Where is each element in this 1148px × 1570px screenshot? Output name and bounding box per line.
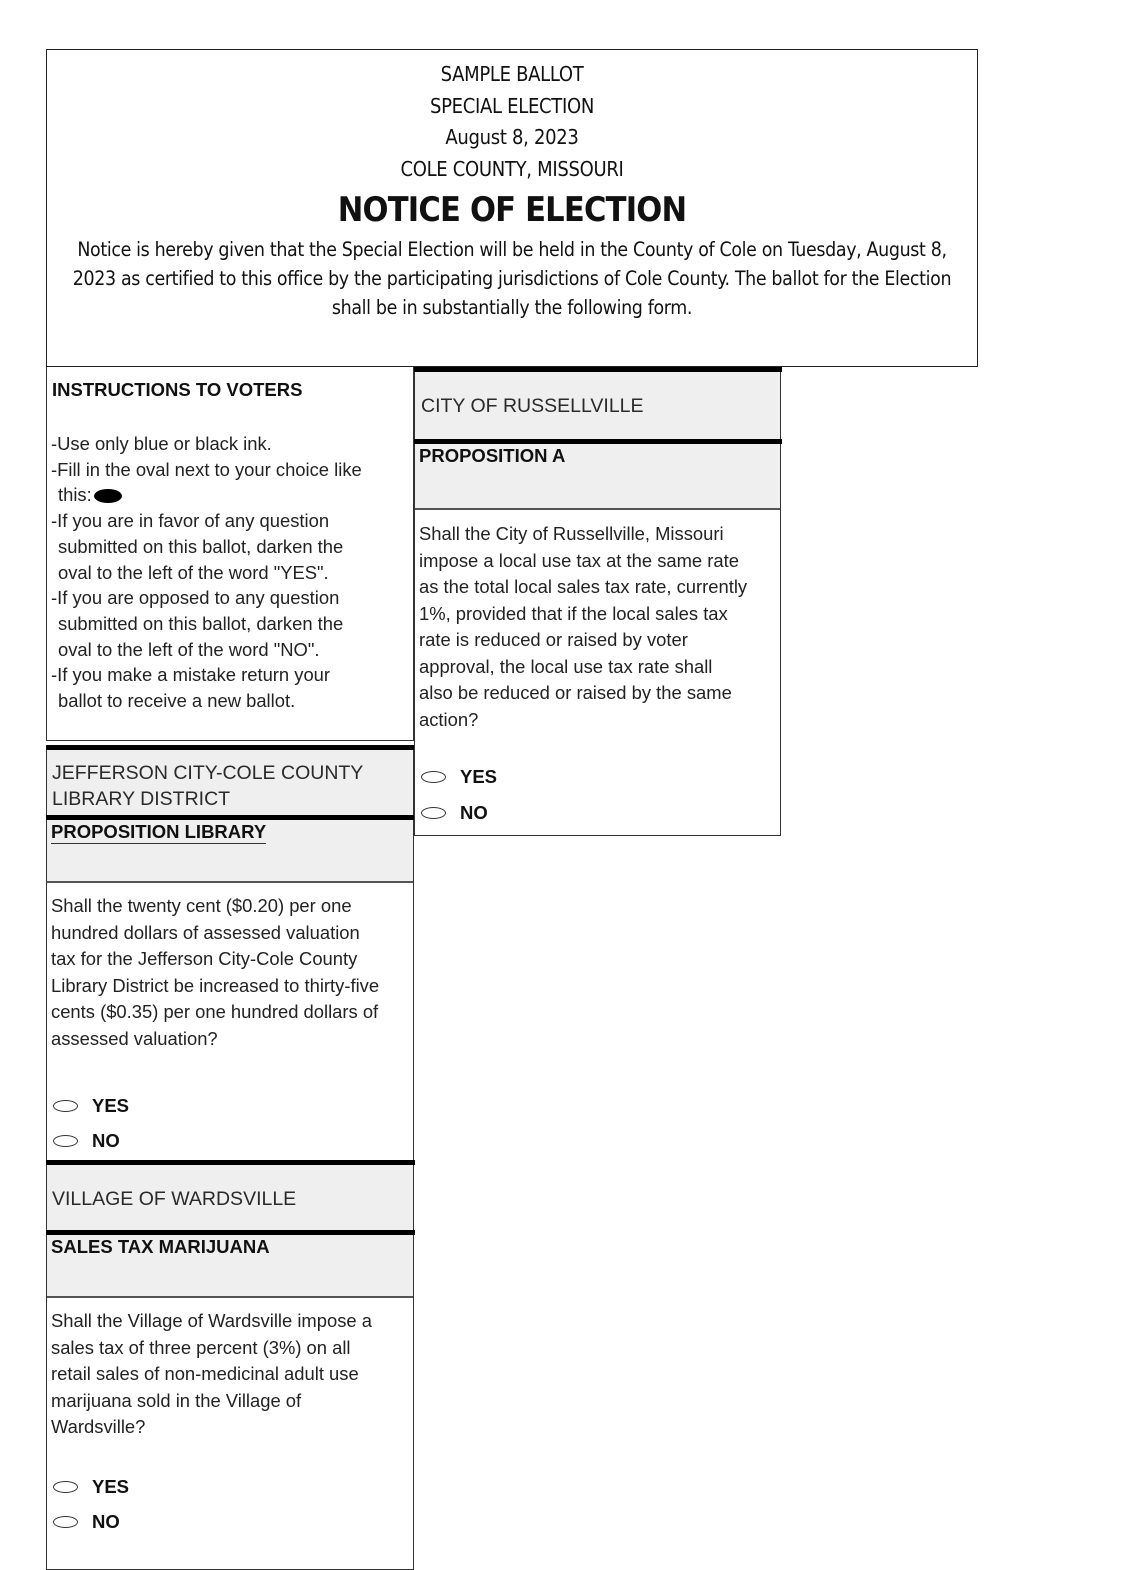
thin-divider [47,1296,413,1298]
proposition-title: PROPOSITION LIBRARY [51,821,267,842]
jurisdiction-name-line2: LIBRARY DISTRICT [52,788,231,810]
choice-no[interactable] [53,1130,120,1152]
empty-oval-icon[interactable] [421,807,446,819]
header-line-date: August 8, 2023 [445,125,579,149]
question-text: Shall the City of Russellville, Missouri impose a local use tax at the same rate as the total local sales tax rate, currently 1%, provided that if the local sales tax rate is reduced or raised by voter approval, the local use tax rate shall also be reduced or raised by the same action? [419,523,748,730]
contest-city-of-russellville [414,367,781,836]
instruction-line: -Use only blue or black ink. [51,433,272,454]
instruction-line: submitted on this ballot, darken the [58,535,344,557]
instruction-line: oval to the left of the word "NO". [58,638,320,660]
contest-library-district [46,745,414,1163]
choice-yes-label: YES [92,1095,130,1116]
question-text: Shall the Village of Wardsville impose a sales tax of three percent (3%) on all retail sales of non-medicinal adult use marijuana sold in the Village of Wardsville? [51,1310,372,1437]
choice-yes[interactable] [53,1095,129,1117]
jurisdiction-header [415,372,780,440]
jurisdiction-header [47,1165,413,1232]
instruction-line: -If you are opposed to any question [51,587,340,609]
instruction-line: -If you make a mistake return your [51,664,331,686]
thin-divider [415,508,780,510]
proposition-header [47,820,413,881]
empty-oval-icon[interactable] [53,1516,78,1528]
choice-no-label: NO [92,1511,120,1532]
instruction-line: -Fill in the oval next to your choice like [51,458,362,480]
question-text: Shall the twenty cent ($0.20) per one hundred dollars of assessed valuation tax for the Jefferson City-Cole County Library District be increased to thirty-five cents ($0.35) per one hundred dollars of assessed valuation? [51,895,380,1049]
instruction-line: ballot to receive a new ballot. [58,690,296,712]
notice-body-text: Notice is hereby given that the Special Election will be held in the County of Cole on Tuesday, August 8, 2023 as certified to this office by the participating jurisdictions of Cole County. The ballot for the Election shall be in substantially the following form. [72,238,952,319]
choice-no[interactable] [421,802,488,824]
empty-oval-icon[interactable] [53,1100,78,1112]
choice-yes-label: YES [460,766,498,787]
notice-title: NOTICE OF ELECTION [337,190,687,230]
instruction-line: -If you are in favor of any question [51,510,330,532]
proposition-title: SALES TAX MARIJUANA [51,1236,270,1257]
choice-no-label: NO [92,1130,120,1151]
choice-no-label: NO [460,802,488,823]
instruction-line: submitted on this ballot, darken the [58,612,344,634]
instructions-panel [46,367,414,741]
header-line-county: COLE COUNTY, MISSOURI [400,156,624,181]
instruction-line: this: [51,482,409,508]
proposition-header [47,1235,413,1296]
filled-oval-example-icon [94,489,122,503]
proposition-header [415,444,780,508]
instructions-list [51,431,409,714]
instruction-line: oval to the left of the word "YES". [58,561,329,583]
jurisdiction-name: CITY OF RUSSELLVILLE [421,395,644,417]
jurisdiction-header [47,750,413,817]
header-line-special-election: SPECIAL ELECTION [430,93,594,118]
choice-yes[interactable] [53,1476,129,1498]
jurisdiction-name-line1: JEFFERSON CITY-COLE COUNTY [52,762,364,784]
empty-oval-icon[interactable] [53,1135,78,1147]
proposition-title: PROPOSITION A [419,445,566,466]
choice-no[interactable] [53,1511,120,1533]
jurisdiction-name: VILLAGE OF WARDSVILLE [52,1188,297,1210]
empty-oval-icon[interactable] [421,771,446,783]
thin-divider [47,881,413,883]
empty-oval-icon[interactable] [53,1481,78,1493]
contest-village-of-wardsville [46,1160,414,1570]
instructions-title: INSTRUCTIONS TO VOTERS [52,379,303,400]
choice-yes[interactable] [421,766,497,788]
header-line-sample-ballot: SAMPLE BALLOT [440,62,584,86]
notice-of-election-box [46,49,978,367]
choice-yes-label: YES [92,1476,130,1497]
